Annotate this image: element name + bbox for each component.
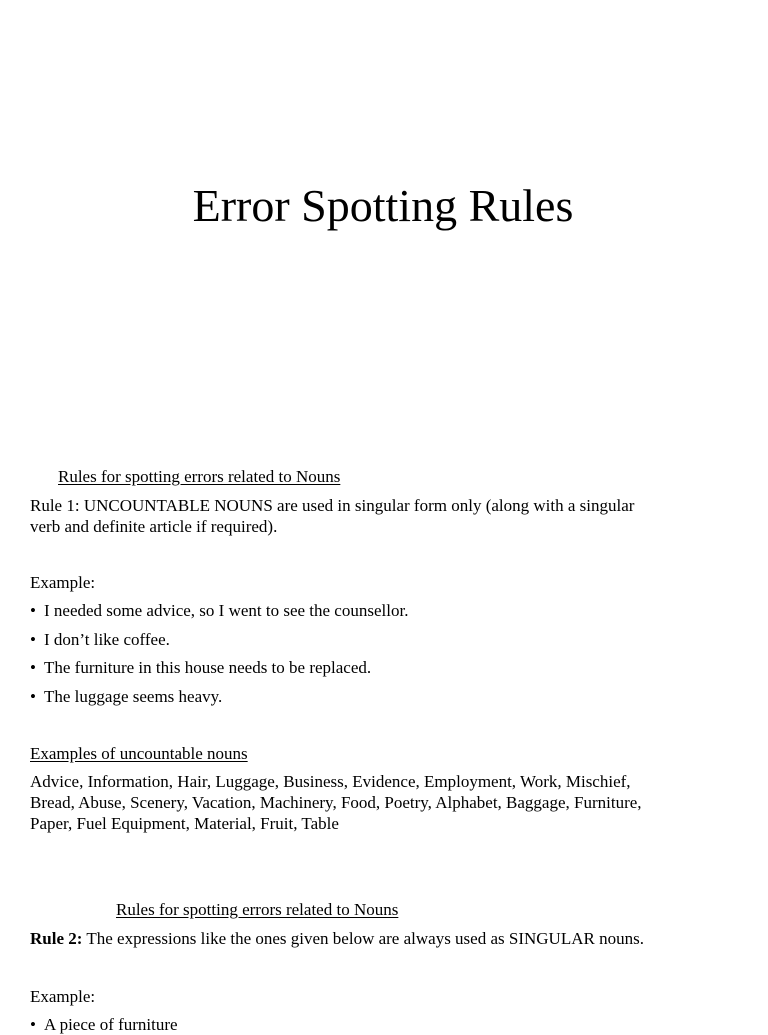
bullet-icon: • (30, 1015, 36, 1034)
rule-1-line-2: verb and definite article if required). (30, 517, 278, 536)
example-label: Example: (30, 573, 96, 592)
section-heading-nouns: Rules for spotting errors related to Nouns (58, 467, 341, 486)
list-item (30, 600, 408, 621)
bullet-icon: • (30, 658, 36, 677)
list-item-text: The luggage seems heavy. (44, 687, 223, 706)
bullet-icon: • (30, 687, 36, 706)
list-item (30, 629, 170, 650)
rule-2-text: The expressions like the ones given below are always used as SINGULAR nouns. (82, 929, 644, 948)
rule-2-line (30, 928, 644, 949)
list-item-text: A piece of furniture (44, 1015, 178, 1034)
list-item-text: I needed some advice, so I went to see the counsellor. (44, 601, 409, 620)
uncountable-list-line-2: Bread, Abuse, Scenery, Vacation, Machinery, Food, Poetry, Alphabet, Baggage, Furniture, (30, 793, 642, 812)
uncountable-list-line-1: Advice, Information, Hair, Luggage, Business, Evidence, Employment, Work, Mischief, (30, 772, 631, 791)
list-item (30, 1014, 178, 1034)
rule-2-label: Rule 2: (30, 929, 83, 948)
bullet-icon: • (30, 630, 36, 649)
list-item (30, 686, 222, 707)
slide-title: Error Spotting Rules (192, 180, 574, 231)
list-item-text: The furniture in this house needs to be replaced. (44, 658, 372, 677)
list-item-text: I don’t like coffee. (44, 630, 170, 649)
uncountable-list-heading: Examples of uncountable nouns (30, 744, 248, 763)
bullet-icon: • (30, 601, 36, 620)
example-label-2: Example: (30, 987, 96, 1006)
rule-1-line-1: Rule 1: UNCOUNTABLE NOUNS are used in singular form only (along with a singular (30, 496, 635, 515)
section-heading-nouns-2: Rules for spotting errors related to Nouns (116, 900, 399, 919)
uncountable-list-line-3: Paper, Fuel Equipment, Material, Fruit, Table (30, 814, 339, 833)
list-item (30, 657, 371, 678)
